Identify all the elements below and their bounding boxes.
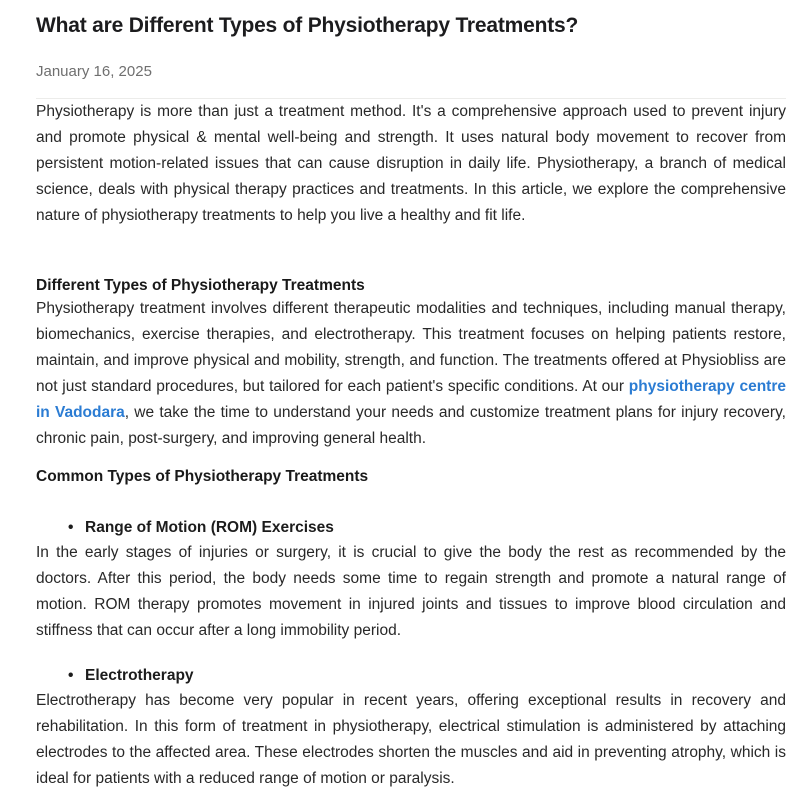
publish-date: January 16, 2025 — [36, 63, 152, 80]
list-item-rom-exercises — [36, 516, 786, 540]
section-heading-types: Different Types of Physiotherapy Treatments — [36, 277, 365, 294]
treatment-overview-paragraph — [36, 296, 786, 452]
section-heading-common-types: Common Types of Physiotherapy Treatments — [36, 468, 369, 485]
paragraph-text-before-link: Physiotherapy treatment involves different therapeutic modalities and techniques, including manual therapy, biomechanics, exercise therapies, and electrotherapy. This treatment focuses on helping patients restore, maintain, and improve physical and mobility, strength, and function. The treatments offered at Physiobliss are not just standard procedures, but tailored for each patient's specific conditions. At our — [36, 300, 786, 395]
list-item-electrotherapy — [36, 664, 786, 688]
page-title: What are Different Types of Physiotherapy Treatments? — [36, 14, 579, 37]
paragraph-text-after-link: , we take the time to understand your needs and customize treatment plans for injury recovery, chronic pain, post-surgery, and improving general health. — [36, 404, 786, 447]
bullet-icon: • — [68, 667, 74, 684]
list-item-title: Electrotherapy — [85, 667, 194, 684]
vadodara-centre-link[interactable]: physiotherapy centre in Vadodara — [36, 378, 786, 421]
rom-exercises-paragraph: In the early stages of injuries or surgery, it is crucial to give the body the rest as recommended by the doctors. After this period, the body needs some time to regain strength and promote a natural range of motion. ROM therapy promotes movement in injured joints and tissues to improve blood circulation and stiffness that can occur after a long immobility period. — [36, 544, 786, 639]
intro-paragraph: Physiotherapy is more than just a treatment method. It's a comprehensive approach used to prevent injury and promote physical & mental well-being and strength. It uses natural body movement to recover from persistent motion-related issues that can cause disruption in daily life. Physiotherapy, a branch of medical science, deals with physical therapy practices and treatments. In this article, we explore the comprehensive nature of physiotherapy treatments to help you live a healthy and fit life. — [36, 103, 786, 224]
bullet-icon: • — [68, 519, 74, 536]
list-item-title: Range of Motion (ROM) Exercises — [85, 519, 334, 536]
electrotherapy-paragraph: Electrotherapy has become very popular in recent years, offering exceptional results in recovery and rehabilitation. In this form of treatment in physiotherapy, electrical stimulation is administered by attaching electrodes to the affected area. These electrodes shorten the muscles and aid in preventing atrophy, which is ideal for patients with a reduced range of motion or paralysis. — [36, 692, 786, 787]
